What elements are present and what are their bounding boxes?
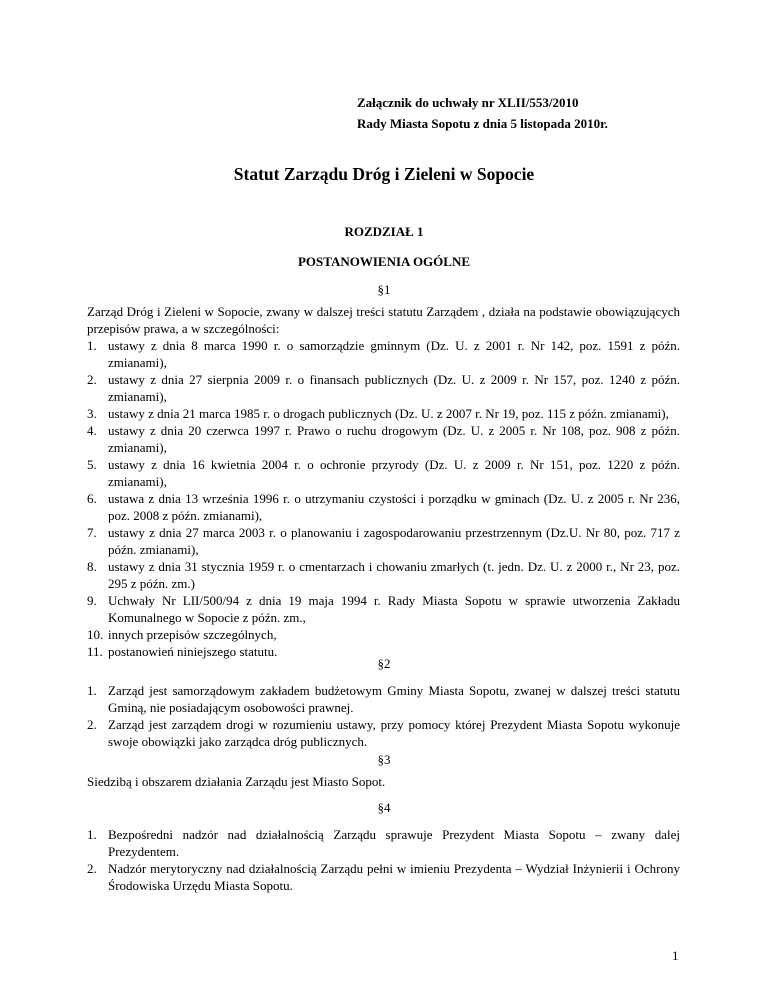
section-1-intro: Zarząd Dróg i Zieleni w Sopocie, zwany w dalszej treści statutu Zarządem , działa na podstawie obowiązujących przepisów prawa, a w szczególności:: [87, 304, 680, 336]
list-item: 2. Zarząd jest zarządem drogi w rozumieniu ustawy, przy pomocy której Prezydent Miasta Sopotu wykonuje swoje obowiązki jako zarządca dróg publicznych.: [87, 717, 680, 749]
list-item: 11. postanowień niniejszego statutu.: [87, 644, 278, 659]
list-item: 2. ustawy z dnia 27 sierpnia 2009 r. o finansach publicznych (Dz. U. z 2009 r. Nr 157, poz. 1240 z późn. zmianami),: [87, 372, 680, 404]
list-item: 7. ustawy z dnia 27 marca 2003 r. o planowaniu i zagospodarowaniu przestrzennym (Dz.U. Nr 80, poz. 717 z późn. zmianami),: [87, 525, 680, 557]
list-item: 9. Uchwały Nr LII/500/94 z dnia 19 maja 1994 r. Rady Miasta Sopotu w sprawie utworzenia Zakładu Komunalnego w Sopocie z późn. zm.,: [87, 593, 680, 625]
list-item: 8. ustawy z dnia 31 stycznia 1959 r. o cmentarzach i chowaniu zmarłych (t. jedn. Dz. U. z 2000 r., Nr 23, poz. 295 z późn. zm.): [87, 559, 680, 591]
section-2-list: [87, 682, 680, 750]
list-item: 2. Nadzór merytoryczny nad działalnością Zarządu pełni w imieniu Prezydenta – Wydział Inżynierii i Ochrony Środowiska Urzędu Miasta Sopotu.: [87, 861, 680, 893]
section-2-mark: §2: [377, 656, 391, 671]
attachment-line-2: Rady Miasta Sopotu z dnia 5 listopada 2010r.: [357, 116, 608, 131]
chapter-number: ROZDZIAŁ 1: [344, 224, 424, 239]
section-3-mark: §3: [377, 752, 391, 767]
list-item: 1. Zarząd jest samorządowym zakładem budżetowym Gminy Miasta Sopotu, zwanej w dalszej treści statutu Gminą, nie posiadającym osobowości prawnej.: [87, 683, 680, 715]
list-item: 1. Bezpośredni nadzór nad działalnością Zarządu sprawuje Prezydent Miasta Sopotu – zwany dalej Prezydentem.: [87, 827, 680, 859]
attachment-line-1: Załącznik do uchwały nr XLII/553/2010: [357, 95, 579, 110]
list-item: 3. ustawy z dnia 21 marca 1985 r. o drogach publicznych (Dz. U. z 2007 r. Nr 19, poz. 115 z późn. zmianami),: [87, 406, 669, 421]
list-item: 1. ustawy z dnia 8 marca 1990 r. o samorządzie gminnym (Dz. U. z 2001 r. Nr 142, poz. 1591 z późn. zmianami),: [87, 338, 680, 370]
section-3-text: Siedzibą i obszarem działania Zarządu jest Miasto Sopot.: [87, 774, 386, 789]
list-item: 4. ustawy z dnia 20 czerwca 1997 r. Prawo o ruchu drogowym (Dz. U. z 2005 r. Nr 108, poz. 908 z późn. zmianami),: [87, 423, 680, 455]
page-number: 1: [672, 948, 679, 963]
section-1-mark: §1: [377, 282, 391, 297]
chapter-name: POSTANOWIENIA OGÓLNE: [297, 254, 471, 269]
section-4-mark: §4: [377, 800, 391, 815]
section-4-list: [87, 826, 680, 894]
document-title: Statut Zarządu Dróg i Zieleni w Sopocie: [233, 164, 535, 184]
list-item: 6. ustawa z dnia 13 września 1996 r. o utrzymaniu czystości i porządku w gminach (Dz. U. z 2005 r. Nr 236, poz. 2008 z późn. zmianami),: [87, 491, 680, 523]
attachment-header: [357, 92, 608, 134]
list-item: 10. innych przepisów szczególnych,: [87, 627, 277, 642]
list-item: 5. ustawy z dnia 16 kwietnia 2004 r. o ochronie przyrody (Dz. U. z 2009 r. Nr 151, poz. 1220 z późn. zmianami),: [87, 457, 680, 489]
section-1-list: [87, 337, 680, 660]
